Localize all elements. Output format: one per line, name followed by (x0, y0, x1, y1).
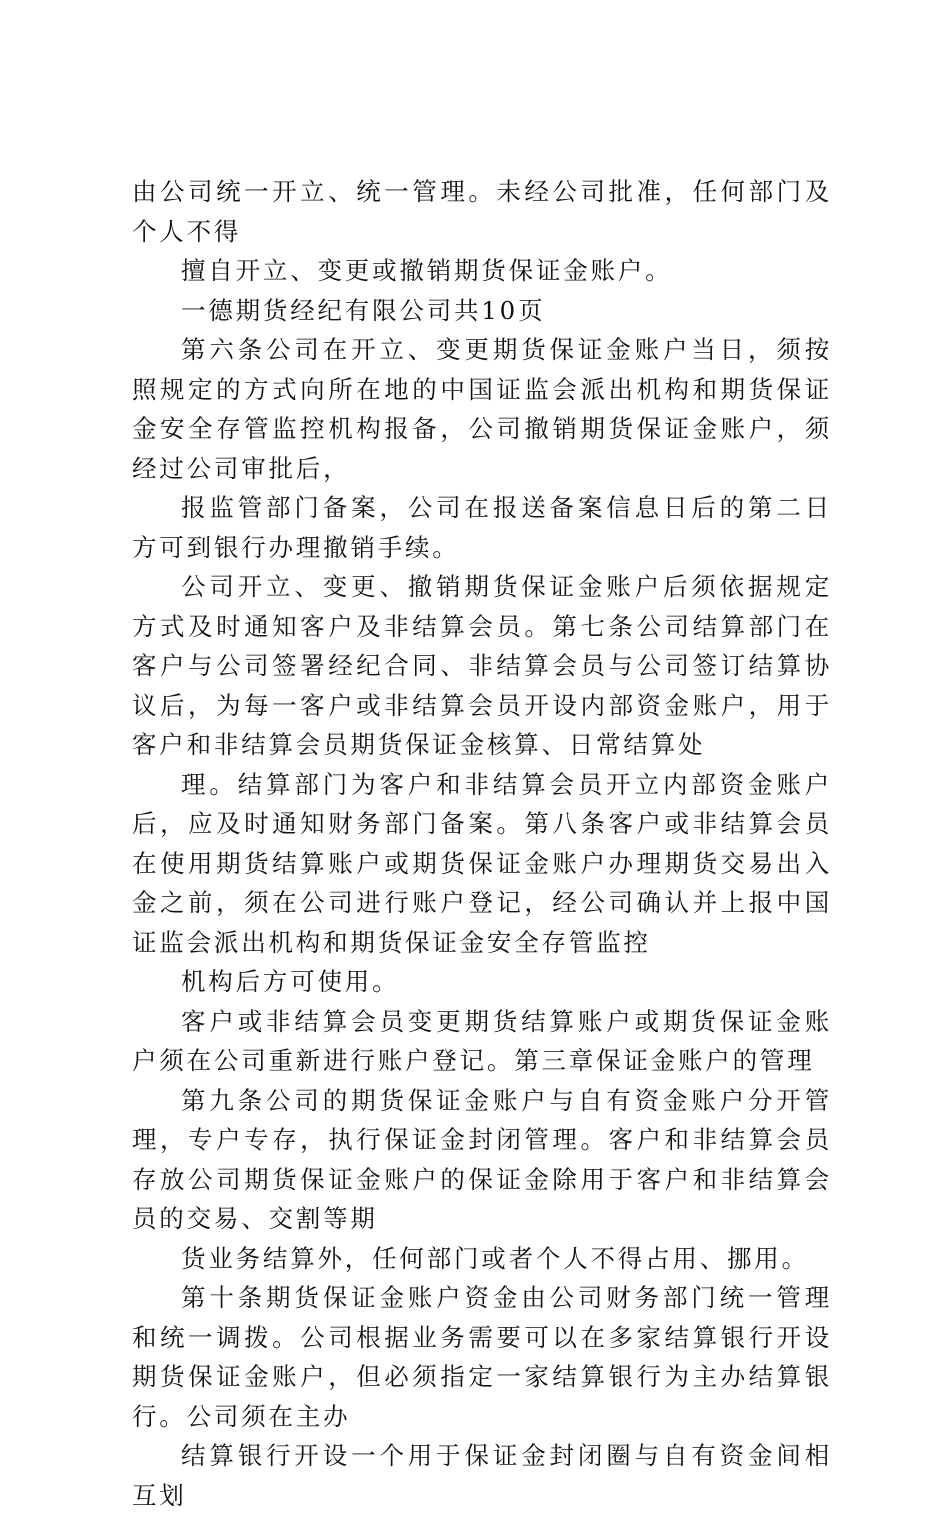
paragraph: 理。结算部门为客户和非结算会员开立内部资金账户后，应及时通知财务部门备案。第八条客户或非结算会员在使用期货结算账户或期货保证金账户办理期货交易出入金之前，须在公司进行账户登记，经公司确认并上报中国证监会派出机构和期货保证金安全存管监控 (132, 769, 832, 957)
page-footer-text: 一德期货经纪有限公司共10页 (181, 295, 546, 325)
document-body (132, 172, 832, 1515)
paragraph: 报监管部门备案，公司在报送备案信息日后的第二日方可到银行办理撤销手续。 (132, 493, 832, 562)
paragraph: 公司开立、变更、撤销期货保证金账户后须依据规定方式及时通知客户及非结算会员。第七条公司结算部门在客户与公司签署经纪合同、非结算会员与公司签订结算协议后，为每一客户或非结算会员开设内部资金账户，用于客户和非结算会员期货保证金核算、日常结算处 (132, 572, 832, 759)
paragraph: 第十条期货保证金账户资金由公司财务部门统一管理和统一调拨。公司根据业务需要可以在多家结算银行开设期货保证金账户，但必须指定一家结算银行为主办结算银行。公司须在主办 (132, 1283, 832, 1431)
paragraph: 结算银行开设一个用于保证金封闭圈与自有资金间相互划 (132, 1441, 832, 1510)
paragraph: 货业务结算外，任何部门或者个人不得占用、挪用。 (181, 1243, 809, 1273)
paragraph: 擅自开立、变更或撤销期货保证金账户。 (181, 256, 673, 285)
paragraph: 第九条公司的期货保证金账户与自有资金账户分开管理，专户专存，执行保证金封闭管理。客户和非结算会员存放公司期货保证金账户的保证金除用于客户和非结算会员的交易、交割等期 (132, 1085, 832, 1233)
paragraph: 客户或非结算会员变更期货结算账户或期货保证金账户须在公司重新进行账户登记。第三章保证金账户的管理 (132, 1006, 832, 1075)
paragraph: 由公司统一开立、统一管理。未经公司批准，任何部门及个人不得 (132, 177, 832, 246)
paragraph: 机构后方可使用。 (181, 967, 400, 996)
paragraph: 第六条公司在开立、变更期货保证金账户当日，须按照规定的方式向所在地的中国证监会派出机构和期货保证金安全存管监控机构报备，公司撤销期货保证金账户，须经过公司审批后， (132, 335, 832, 483)
